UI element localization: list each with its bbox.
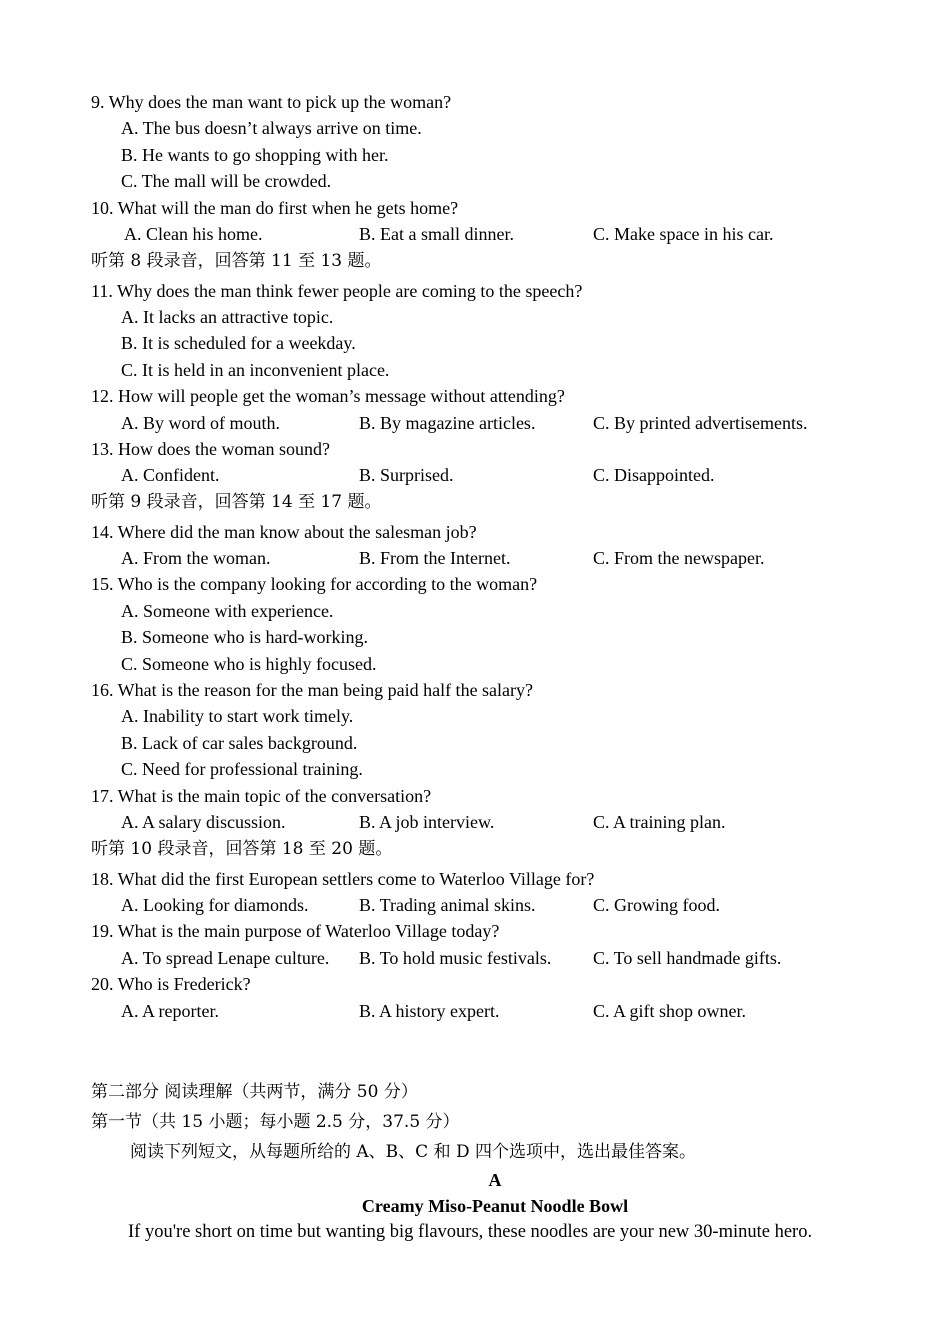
question-9-option-a: A. The bus doesn’t always arrive on time. [121, 118, 422, 138]
question-20-option-b: B. A history expert. [359, 1001, 500, 1021]
question-14-option-a: A. From the woman. [121, 548, 271, 568]
part-2-section-1-heading: 第一节（共 15 小题；每小题 2.5 分，37.5 分） [91, 1112, 460, 1132]
question-18-option-b: B. Trading animal skins. [359, 895, 536, 915]
section-8-instruction: 听第 8 段录音，回答第 11 至 13 题。 [91, 251, 382, 271]
question-18-stem: 18. What did the first European settlers come to Waterloo Village for? [91, 869, 595, 889]
question-13-option-c: C. Disappointed. [593, 465, 715, 485]
passage-title: Creamy Miso-Peanut Noodle Bowl [361, 1196, 629, 1216]
question-9-option-c: C. The mall will be crowded. [121, 171, 332, 191]
question-12-option-c: C. By printed advertisements. [593, 413, 808, 433]
question-16-option-b: B. Lack of car sales background. [121, 733, 358, 753]
reading-instruction: 阅读下列短文，从每题所给的 A、B、C 和 D 四个选项中，选出最佳答案。 [130, 1142, 697, 1162]
section-9-instruction: 听第 9 段录音，回答第 14 至 17 题。 [91, 492, 382, 512]
question-13-stem: 13. How does the woman sound? [91, 439, 330, 459]
question-11-option-c: C. It is held in an inconvenient place. [121, 360, 390, 380]
passage-letter: A [488, 1170, 502, 1190]
question-16-stem: 16. What is the reason for the man being paid half the salary? [91, 680, 534, 700]
question-19-option-b: B. To hold music festivals. [359, 948, 552, 968]
question-19-option-a: A. To spread Lenape culture. [121, 948, 330, 968]
question-17-option-a: A. A salary discussion. [121, 812, 286, 832]
question-15-option-a: A. Someone with experience. [121, 601, 334, 621]
part-2-heading: 第二部分 阅读理解（共两节，满分 50 分） [91, 1082, 418, 1102]
question-13-option-a: A. Confident. [121, 465, 220, 485]
question-11-option-a: A. It lacks an attractive topic. [121, 307, 334, 327]
question-11-option-b: B. It is scheduled for a weekday. [121, 333, 356, 353]
question-15-option-b: B. Someone who is hard-working. [121, 627, 368, 647]
question-10-stem: 10. What will the man do first when he gets home? [91, 198, 459, 218]
question-14-option-b: B. From the Internet. [359, 548, 511, 568]
question-19-option-c: C. To sell handmade gifts. [593, 948, 782, 968]
question-12-option-a: A. By word of mouth. [121, 413, 280, 433]
question-17-option-c: C. A training plan. [593, 812, 726, 832]
question-14-stem: 14. Where did the man know about the salesman job? [91, 522, 477, 542]
question-9-stem: 9. Why does the man want to pick up the woman? [91, 92, 452, 112]
question-16-option-a: A. Inability to start work timely. [121, 706, 354, 726]
question-15-option-c: C. Someone who is highly focused. [121, 654, 377, 674]
question-20-option-a: A. A reporter. [121, 1001, 219, 1021]
question-12-option-b: B. By magazine articles. [359, 413, 536, 433]
question-15-stem: 15. Who is the company looking for according to the woman? [91, 574, 538, 594]
question-10-option-c: C. Make space in his car. [593, 224, 774, 244]
question-16-option-c: C. Need for professional training. [121, 759, 363, 779]
question-17-option-b: B. A job interview. [359, 812, 495, 832]
question-12-stem: 12. How will people get the woman’s message without attending? [91, 386, 565, 406]
question-19-stem: 19. What is the main purpose of Waterloo Village today? [91, 921, 500, 941]
question-14-option-c: C. From the newspaper. [593, 548, 765, 568]
question-10-option-b: B. Eat a small dinner. [359, 224, 514, 244]
question-20-stem: 20. Who is Frederick? [91, 974, 251, 994]
question-17-stem: 17. What is the main topic of the conversation? [91, 786, 432, 806]
question-9-option-b: B. He wants to go shopping with her. [121, 145, 389, 165]
passage-first-line: If you're short on time but wanting big flavours, these noodles are your new 30-minute hero. [128, 1222, 813, 1242]
question-20-option-c: C. A gift shop owner. [593, 1001, 747, 1021]
question-18-option-a: A. Looking for diamonds. [121, 895, 309, 915]
question-11-stem: 11. Why does the man think fewer people are coming to the speech? [91, 281, 583, 301]
question-18-option-c: C. Growing food. [593, 895, 720, 915]
question-10-option-a: A. Clean his home. [124, 224, 263, 244]
section-10-instruction: 听第 10 段录音，回答第 18 至 20 题。 [91, 839, 393, 859]
question-13-option-b: B. Surprised. [359, 465, 454, 485]
